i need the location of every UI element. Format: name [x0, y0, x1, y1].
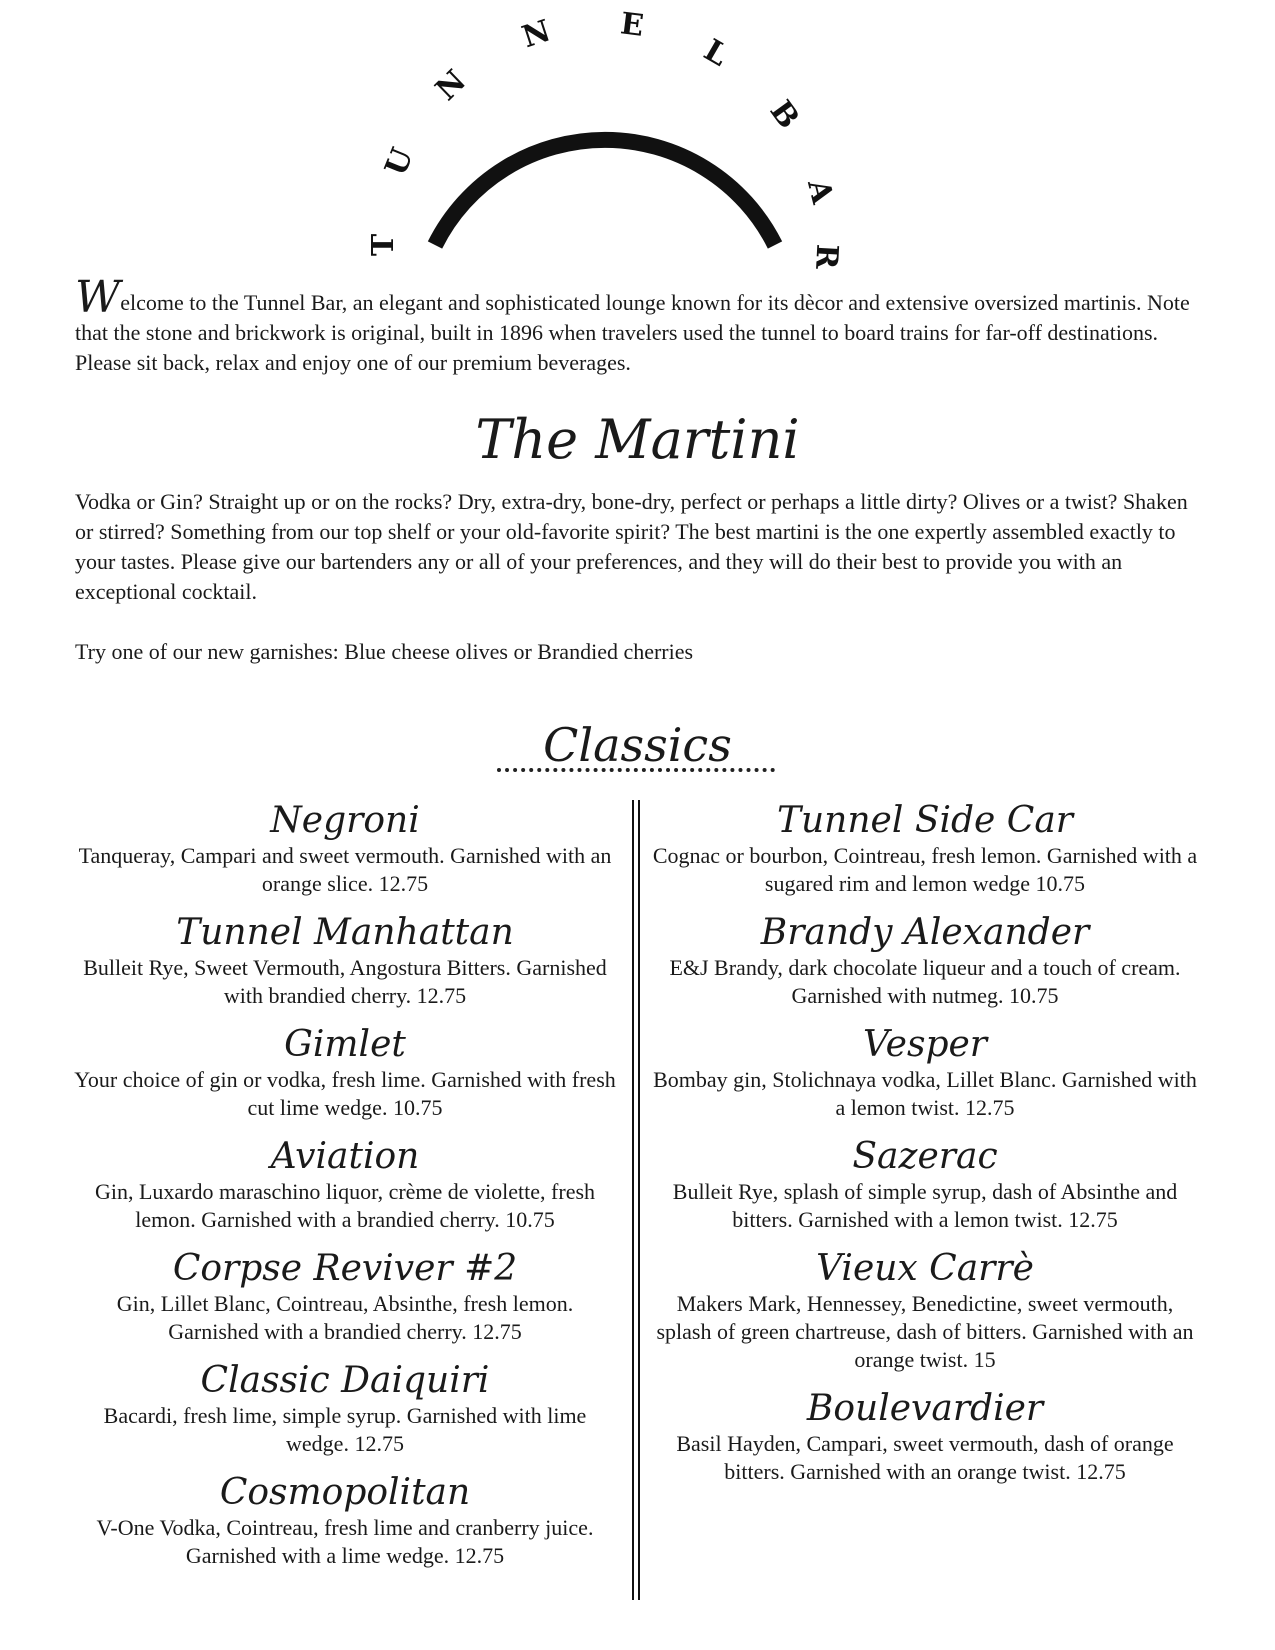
drink-name: Gimlet	[284, 1024, 406, 1065]
drink-description: Bombay gin, Stolichnaya vodka, Lillet Blanc. Garnished with a lemon twist. 12.75	[653, 1067, 1197, 1120]
drink-item	[70, 1248, 620, 1346]
drink-name: Cosmopolitan	[219, 1472, 471, 1513]
drink-name: Sazerac	[852, 1136, 998, 1177]
classics-left-column	[70, 800, 620, 1584]
drink-name: Negroni	[270, 800, 420, 841]
logo-letter: N	[518, 13, 555, 56]
drink-item	[650, 1136, 1200, 1234]
martini-title: The Martini	[475, 408, 800, 471]
drink-item	[70, 1472, 620, 1570]
logo-letter: E	[618, 6, 646, 44]
garnish-note: Try one of our new garnishes: Blue cheese olives or Brandied cherries	[75, 639, 694, 664]
drink-description: Gin, Luxardo maraschino liquor, crème de violette, fresh lemon. Garnished with a brandied cherry. 10.75	[94, 1179, 596, 1232]
drink-item	[70, 800, 620, 898]
classics-right-column	[650, 800, 1200, 1500]
drink-name: Corpse Reviver #2	[172, 1248, 518, 1289]
drink-item	[650, 1388, 1200, 1486]
column-divider	[632, 800, 640, 1600]
drink-item	[650, 800, 1200, 898]
logo-letter: U	[378, 143, 421, 181]
drink-description: Basil Hayden, Campari, sweet vermouth, dash of orange bitters. Garnished with an orange twist. 12.75	[676, 1431, 1174, 1484]
drink-name: Tunnel Side Car	[776, 800, 1073, 841]
drink-description: Gin, Lillet Blanc, Cointreau, Absinthe, fresh lemon. Garnished with a brandied cherry. 12.75	[116, 1291, 574, 1344]
drink-description: Cognac or bourbon, Cointreau, fresh lemon. Garnished with a sugared rim and lemon wedge 10.75	[652, 843, 1198, 896]
logo-letter: R	[808, 243, 845, 270]
welcome-paragraph	[75, 272, 1205, 378]
drink-description: V-One Vodka, Cointreau, fresh lime and cranberry juice. Garnished with a lime wedge. 12.75	[96, 1515, 594, 1568]
classics-title: Classics	[543, 718, 732, 772]
drink-description: Bacardi, fresh lime, simple syrup. Garnished with lime wedge. 12.75	[103, 1403, 587, 1456]
drink-name: Boulevardier	[806, 1388, 1044, 1429]
martini-description: Vodka or Gin? Straight up or on the rocks? Dry, extra-dry, bone-dry, perfect or perhaps a little dirty? Olives or a twist? Shaken or stirred? Something from our top shelf or your old-favorite spirit? The best martini is the one expertly assembled exactly to your tastes. Please give our bartenders any or all of your preferences, and they will do their best to provide you with an exceptional cocktail.	[75, 489, 1188, 604]
drink-description: Bulleit Rye, Sweet Vermouth, Angostura Bitters. Garnished with brandied cherry. 12.75	[83, 955, 607, 1008]
drink-description: Tanqueray, Campari and sweet vermouth. Garnished with an orange slice. 12.75	[78, 843, 612, 896]
drink-name: Tunnel Manhattan	[176, 912, 514, 953]
drink-name: Brandy Alexander	[760, 912, 1090, 953]
drink-name: Vieux Carrè	[816, 1248, 1034, 1289]
classics-dotted-rule	[497, 768, 775, 772]
logo-letter: A	[800, 175, 840, 207]
tunnel-bar-logo	[366, 6, 865, 270]
logo-letter: N	[429, 63, 474, 108]
drink-item	[650, 1024, 1200, 1122]
drink-item	[70, 912, 620, 1010]
logo-letter: L	[697, 32, 734, 74]
drink-name: Classic Daiquiri	[200, 1360, 490, 1401]
logo-letter: T	[366, 233, 401, 257]
drink-name: Aviation	[270, 1136, 420, 1177]
drink-item	[70, 1360, 620, 1458]
drink-name: Vesper	[862, 1024, 988, 1065]
tunnel-arch-icon	[366, 6, 865, 270]
drink-description: Your choice of gin or vodka, fresh lime. Garnished with fresh cut lime wedge. 10.75	[74, 1067, 616, 1120]
welcome-dropcap: W	[75, 272, 121, 323]
drink-item	[70, 1024, 620, 1122]
drink-description: Makers Mark, Hennessey, Benedictine, sweet vermouth, splash of green chartreuse, dash of bitters. Garnished with an orange twist. 15	[656, 1291, 1194, 1372]
drink-item	[650, 1248, 1200, 1374]
drink-description: Bulleit Rye, splash of simple syrup, dash of Absinthe and bitters. Garnished with a lemon twist. 12.75	[672, 1179, 1178, 1232]
drink-item	[70, 1136, 620, 1234]
drink-description: E&J Brandy, dark chocolate liqueur and a touch of cream. Garnished with nutmeg. 10.75	[669, 955, 1181, 1008]
welcome-text: elcome to the Tunnel Bar, an elegant and sophisticated lounge known for its dècor and extensive oversized martinis. Note that the stone and brickwork is original, built in 1896 when travelers used the tunnel to board trains for far-off destinations. Please sit back, relax and enjoy one of our premium beverages.	[75, 290, 1190, 375]
logo-letter: B	[762, 94, 806, 136]
drink-item	[650, 912, 1200, 1010]
